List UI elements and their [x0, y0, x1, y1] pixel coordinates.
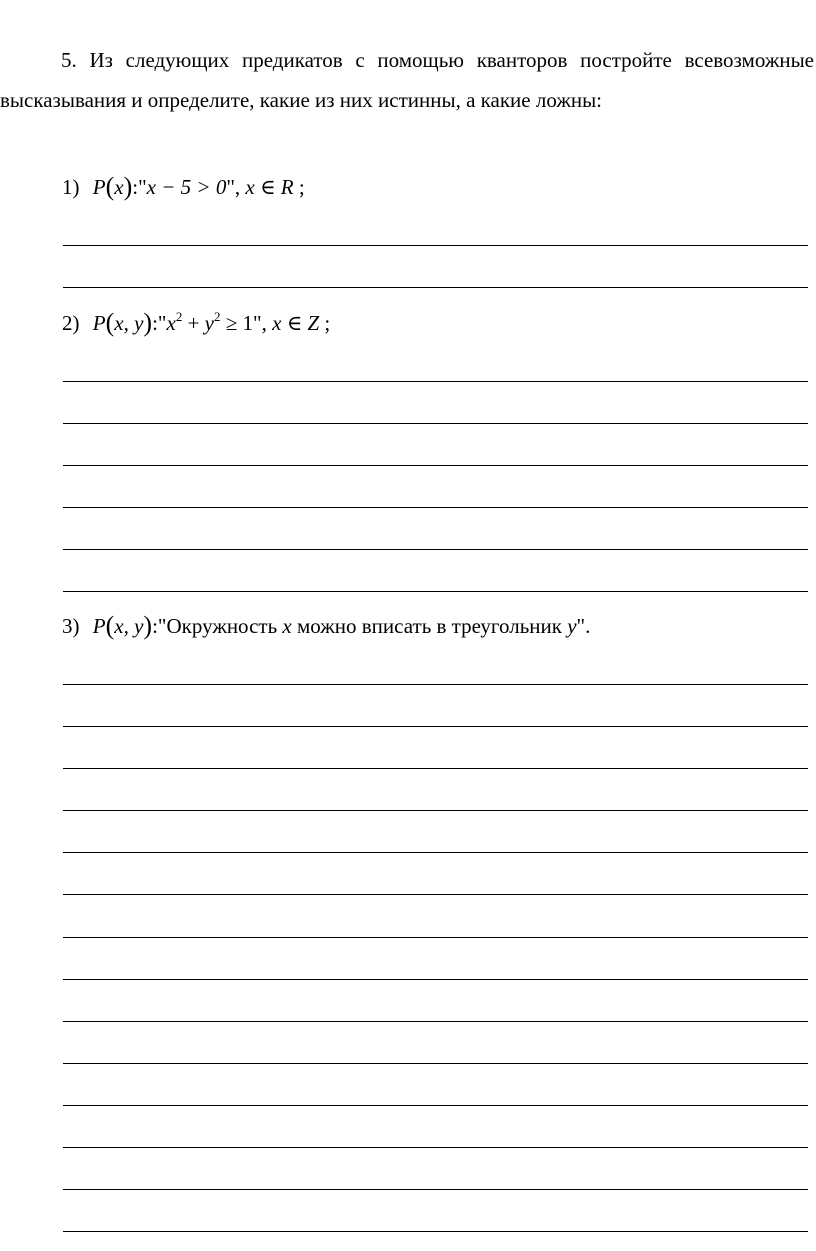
predicate-body: x − 5 > 0	[146, 175, 227, 199]
answer-line[interactable]	[63, 684, 808, 685]
predicate-name: P	[92, 614, 106, 638]
exponent: 2	[214, 309, 221, 324]
exponent: 2	[175, 309, 183, 324]
task-end: ;	[324, 311, 331, 335]
predicate-text-1: Окружность	[166, 614, 278, 638]
predicate-args: x, y	[114, 614, 144, 638]
task-label: 3)	[62, 614, 80, 638]
predicate-name: P	[92, 175, 106, 199]
answer-line[interactable]	[63, 937, 808, 938]
answer-line[interactable]	[63, 591, 808, 592]
task-label: 2)	[62, 311, 80, 335]
domain-variable: x	[272, 311, 282, 335]
answer-line[interactable]	[63, 245, 808, 246]
answer-line[interactable]	[63, 768, 808, 769]
answer-line[interactable]	[63, 979, 808, 980]
answer-line[interactable]	[63, 1147, 808, 1148]
task-end: ;	[298, 175, 305, 199]
answer-line[interactable]	[63, 1021, 808, 1022]
predicate-args: x, y	[114, 311, 144, 335]
answer-line[interactable]	[63, 287, 808, 288]
plus-sign: +	[187, 311, 200, 335]
inequality-rest: ≥ 1	[225, 311, 254, 335]
answer-line[interactable]	[63, 1231, 808, 1232]
answer-line[interactable]	[63, 726, 808, 727]
answer-line[interactable]	[63, 423, 808, 424]
answer-line[interactable]	[63, 549, 808, 550]
answer-line[interactable]	[63, 465, 808, 466]
term-y: y	[204, 311, 214, 335]
answer-line[interactable]	[63, 1063, 808, 1064]
answer-line[interactable]	[63, 507, 808, 508]
answer-line[interactable]	[63, 894, 808, 895]
exercise-statement	[0, 40, 814, 120]
predicate-text-2: можно вписать в треугольник	[297, 614, 562, 638]
answer-line[interactable]	[63, 852, 808, 853]
exercise-number: 5.	[61, 48, 77, 72]
task-end: .	[585, 614, 591, 638]
task-3: 3) P(x, y):"Окружность x можно вписать в треугольник y".	[62, 611, 591, 640]
answer-line[interactable]	[63, 1105, 808, 1106]
domain-set: R	[280, 175, 294, 199]
task-label: 1)	[62, 175, 80, 199]
task-1: 1) P(x):"x − 5 > 0", x ∈ R ;	[62, 172, 305, 201]
answer-line[interactable]	[63, 381, 808, 382]
predicate-var-y: y	[567, 614, 577, 638]
predicate-name: P	[92, 311, 106, 335]
predicate-var-x: x	[282, 614, 292, 638]
task-2: 2) P(x, $y):"x^2 + y^2 \ge 1$", x ∈ Z ;	[62, 308, 331, 337]
domain-variable: x	[245, 175, 255, 199]
predicate-args: x	[114, 175, 124, 199]
answer-line[interactable]	[63, 1189, 808, 1190]
term-x: x	[166, 311, 176, 335]
answer-line[interactable]	[63, 810, 808, 811]
domain-set: Z	[307, 311, 320, 335]
exercise-text: Из следующих предикатов с помощью кванторов постройте всевозможные высказывания и определите, какие из них истинны, а какие ложны:	[0, 48, 814, 112]
